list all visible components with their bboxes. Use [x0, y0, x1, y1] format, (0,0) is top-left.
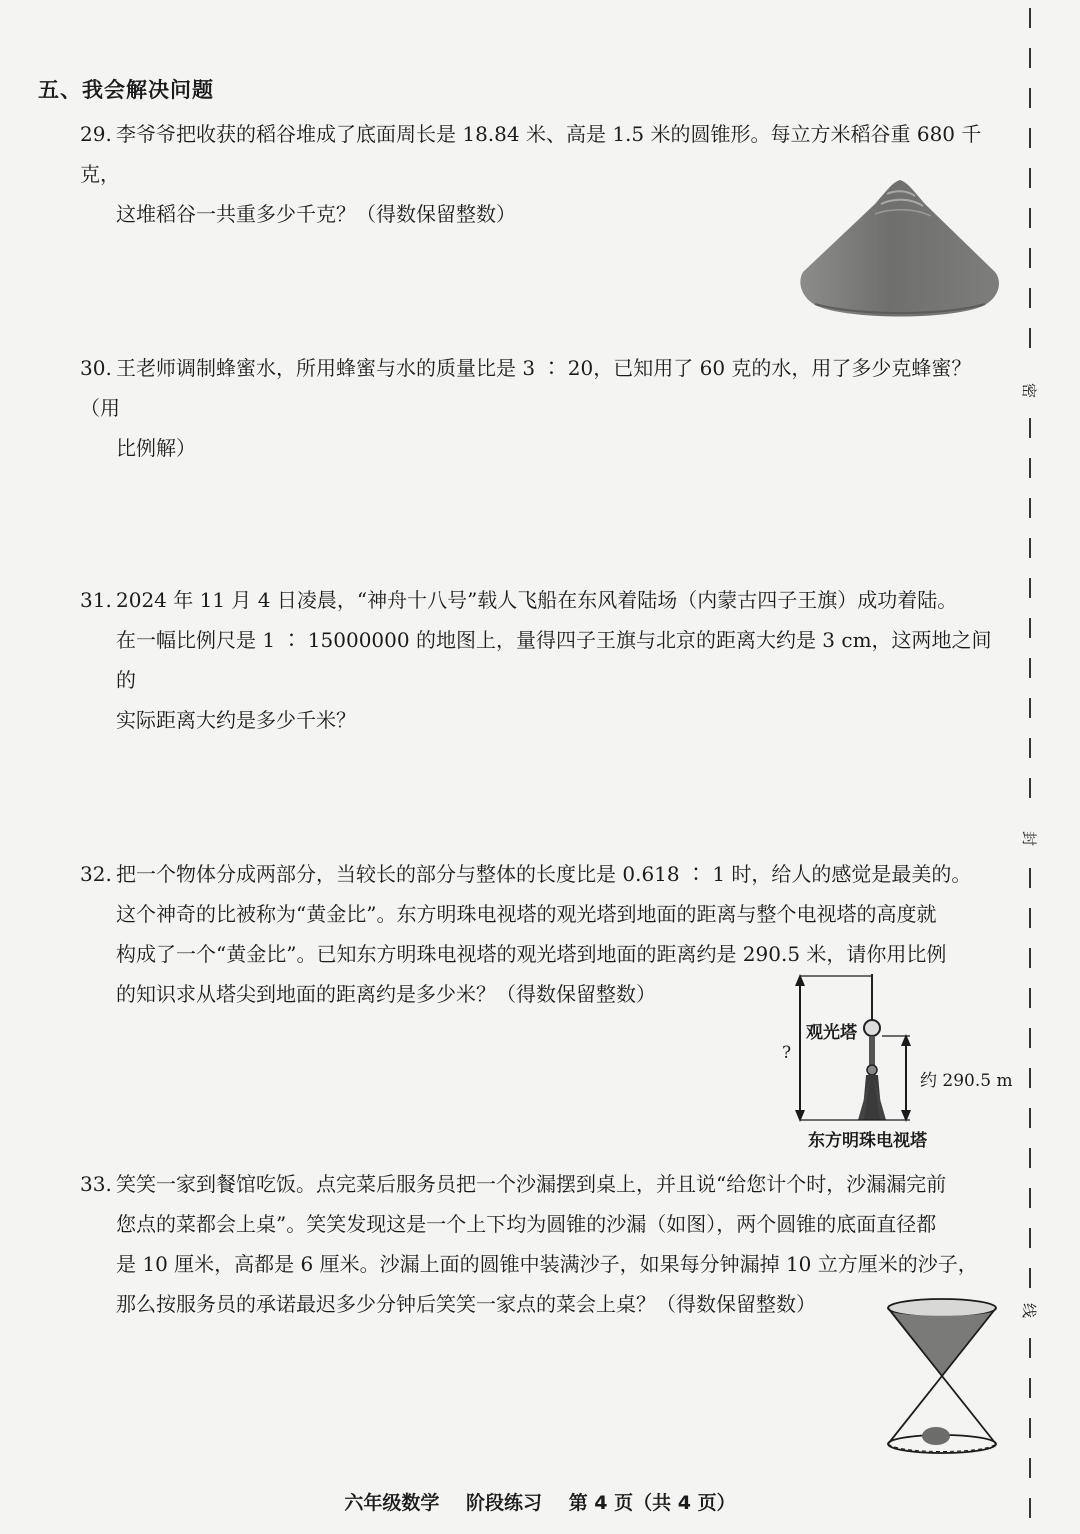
question-text: 那么按服务员的承诺最迟多少分钟后笑笑一家点的菜会上桌？（得数保留整数） — [116, 1292, 816, 1316]
question-text: 您点的菜都会上桌”。笑笑发现这是一个上下均为圆锥的沙漏（如图），两个圆锥的底面直径都 — [116, 1212, 937, 1236]
tower-figure — [776, 970, 1016, 1155]
footer-page: 第 4 页（共 4 页） — [568, 1492, 736, 1514]
question-number: 32. — [80, 862, 112, 886]
question-text: 王老师调制蜂蜜水，所用蜂蜜与水的质量比是 3 ∶ 20，已知用了 60 克的水，用了多少克蜂蜜？（用 — [80, 356, 972, 420]
binding-line — [1020, 0, 1040, 1534]
question-text: 笑笑一家到餐馆吃饭。点完菜后服务员把一个沙漏摆到桌上，并且说“给您计个时，沙漏漏完前 — [116, 1172, 947, 1196]
question-31 — [80, 580, 1005, 740]
question-30 — [80, 348, 1005, 468]
question-text: 李爷爷把收获的稻谷堆成了底面周长是 18.84 米、高是 1.5 米的圆锥形。每立方米稻谷重 680 千克， — [80, 122, 982, 186]
binding-mark: 密 — [1020, 382, 1039, 399]
question-text: 这个神奇的比被称为“黄金比”。东方明珠电视塔的观光塔到地面的距离与整个电视塔的高度就 — [116, 902, 937, 926]
question-text: 构成了一个“黄金比”。已知东方明珠电视塔的观光塔到地面的距离约是 290.5 米，请你用比例 — [116, 942, 947, 966]
section-title: 五、我会解决问题 — [38, 78, 214, 102]
question-number: 33. — [80, 1172, 112, 1196]
question-text: 实际距离大约是多少千米？ — [116, 708, 356, 732]
question-text: 比例解） — [116, 436, 196, 460]
question-number: 31. — [80, 588, 112, 612]
question-text: 把一个物体分成两部分，当较长的部分与整体的长度比是 0.618 ∶ 1 时，给人的感觉是最美的。 — [116, 862, 972, 886]
hourglass-figure — [880, 1286, 1010, 1464]
grain-cone-image — [795, 176, 1005, 326]
question-text: 是 10 厘米，高都是 6 厘米。沙漏上面的圆锥中装满沙子，如果每分钟漏掉 10 立方厘米的沙子， — [116, 1252, 978, 1276]
tower-caption: 东方明珠电视塔 — [808, 1131, 927, 1151]
question-33 — [80, 1164, 1005, 1324]
observation-height-label: 约 290.5 m — [920, 1071, 1013, 1091]
question-number: 29. — [80, 122, 112, 146]
footer-subject: 六年级数学 — [344, 1492, 440, 1514]
height-question-label: ? — [782, 1043, 792, 1063]
observation-label: 观光塔 — [806, 1023, 857, 1043]
question-text: 的知识求从塔尖到地面的距离约是多少米？（得数保留整数） — [116, 982, 656, 1006]
binding-mark: 线 — [1020, 1302, 1039, 1319]
binding-mark: 封 — [1020, 830, 1039, 847]
question-text: 在一幅比例尺是 1 ∶ 15000000 的地图上，量得四子王旗与北京的距离大约是 3 cm，这两地之间的 — [116, 628, 992, 692]
page-footer — [0, 1488, 1080, 1515]
footer-type: 阶段练习 — [466, 1492, 543, 1514]
question-text: 2024 年 11 月 4 日凌晨，“神舟十八号”载人飞船在东风着陆场（内蒙古四子王旗）成功着陆。 — [116, 588, 958, 612]
question-text: 这堆稻谷一共重多少千克？（得数保留整数） — [116, 202, 516, 226]
question-number: 30. — [80, 356, 112, 380]
